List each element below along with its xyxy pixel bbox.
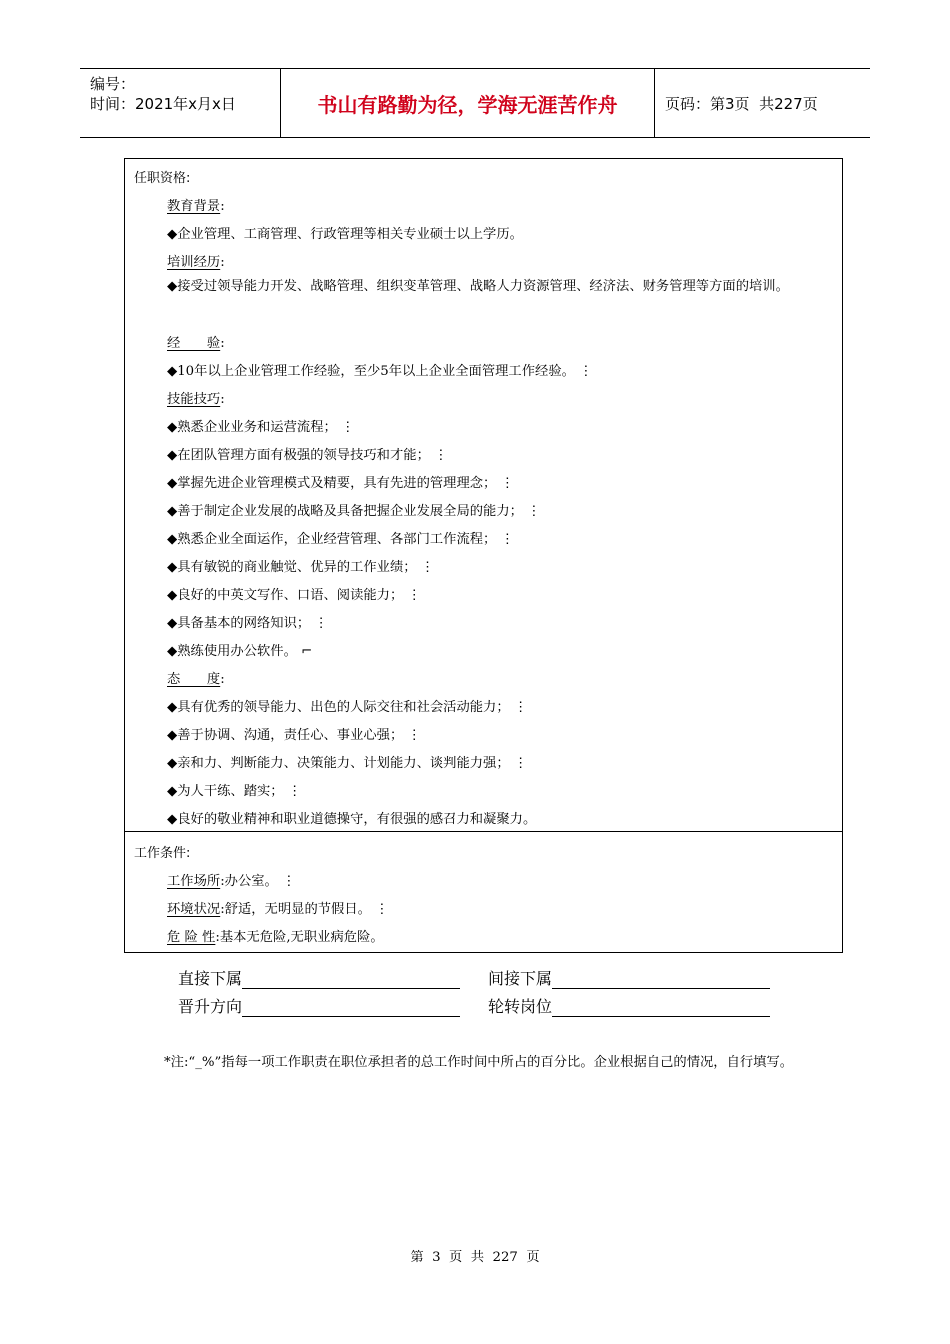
skills-item: ◆具备基本的网络知识； ⋮ [167, 616, 328, 631]
colon: : [220, 336, 225, 351]
time-label: 时间：2021年x月x日 [90, 95, 236, 113]
conditions-title: 工作条件: [134, 846, 191, 861]
promotion-line [178, 994, 460, 1017]
attitude-item: ◆良好的敬业精神和职业道德操守，有很强的感召力和凝聚力。 [167, 812, 537, 827]
skills-item: ◆良好的中英文写作、口语、阅读能力； ⋮ [167, 588, 421, 603]
danger-label: 危 险 性 [167, 930, 216, 945]
qualifications-title: 任职资格: [134, 171, 191, 186]
rotation-label: 轮转岗位 [488, 997, 553, 1016]
header-left-cell [80, 69, 281, 137]
workplace-row [167, 870, 295, 889]
qualifications-section [124, 158, 843, 832]
footer-page-number: 第 3 页 共 227 页 [410, 1250, 540, 1265]
workplace-label: 工作场所 [167, 874, 221, 889]
education-heading-row [167, 195, 225, 214]
workplace-value: :办公室。 ⋮ [220, 874, 296, 889]
page-header [80, 68, 870, 138]
danger-row [167, 926, 384, 945]
promotion-label: 晋升方向 [178, 997, 243, 1016]
skills-item: ◆熟练使用办公软件。 ⌐ [167, 644, 313, 659]
colon: : [220, 199, 225, 214]
skills-heading: 技能技巧 [167, 392, 221, 407]
header-page-cell [655, 69, 880, 137]
environment-row [167, 898, 388, 917]
colon: : [220, 255, 225, 270]
education-heading: 教育背景 [167, 199, 221, 214]
skills-item: ◆掌握先进企业管理模式及精要，具有先进的管理理念； ⋮ [167, 476, 514, 491]
rotation-line [488, 994, 770, 1017]
attitude-item: ◆亲和力、判断能力、决策能力、计划能力、谈判能力强； ⋮ [167, 756, 528, 771]
colon: : [220, 672, 225, 687]
education-item: ◆企业管理、工商管理、行政管理等相关专业硕士以上学历。 [167, 227, 523, 242]
skills-item: ◆熟悉企业全面运作，企业经营管理、各部门工作流程； ⋮ [167, 532, 514, 547]
environment-label: 环境状况 [167, 902, 221, 917]
indirect-subordinate-line [488, 966, 770, 989]
header-page-label: 页码：第3页 共227页 [665, 94, 818, 113]
experience-heading: 经 验 [167, 336, 221, 351]
attitude-heading: 态 度 [167, 672, 221, 687]
attitude-item: ◆具有优秀的领导能力、出色的人际交往和社会活动能力； ⋮ [167, 700, 528, 715]
training-heading-row [167, 251, 225, 270]
skills-item: ◆善于制定企业发展的战略及具备把握企业发展全局的能力； ⋮ [167, 504, 541, 519]
work-conditions-section [124, 831, 843, 953]
experience-heading-row [167, 332, 225, 351]
rotation-field[interactable] [552, 1000, 770, 1017]
skills-item: ◆在团队管理方面有极强的领导技巧和才能； ⋮ [167, 448, 448, 463]
skills-item: ◆熟悉企业业务和运营流程； ⋮ [167, 420, 355, 435]
direct-subordinate-line [178, 966, 460, 989]
page-footer [0, 1246, 950, 1265]
skills-heading-row [167, 388, 225, 407]
attitude-item: ◆为人干练、踏实； ⋮ [167, 784, 302, 799]
danger-value: :基本无危险,无职业病危险。 [215, 930, 384, 945]
colon: : [220, 392, 225, 407]
number-label: 编号： [90, 75, 136, 93]
promotion-field[interactable] [242, 1000, 460, 1017]
direct-subordinate-label: 直接下属 [178, 969, 243, 988]
footnote: *注:“_%”指每一项工作职责在职位承担者的总工作时间中所占的百分比。企业根据自己的情况，自行填写。 [164, 1055, 794, 1070]
training-heading: 培训经历 [167, 255, 221, 270]
attitude-item: ◆善于协调、沟通，责任心、事业心强； ⋮ [167, 728, 421, 743]
environment-value: :舒适，无明显的节假日。 ⋮ [220, 902, 389, 917]
skills-item: ◆具有敏锐的商业触觉、优异的工作业绩； ⋮ [167, 560, 435, 575]
direct-subordinate-field[interactable] [242, 972, 460, 989]
motto: 书山有路勤为径，学海无涯苦作舟 [281, 69, 655, 137]
experience-item: ◆10年以上企业管理工作经验，至少5年以上企业全面管理工作经验。 ⋮ [167, 364, 593, 379]
indirect-subordinate-field[interactable] [552, 972, 770, 989]
indirect-subordinate-label: 间接下属 [488, 969, 553, 988]
training-item: ◆接受过领导能力开发、战略管理、组织变革管理、战略人力资源管理、经济法、财务管理等方面的培训。 [167, 279, 789, 294]
attitude-heading-row [167, 668, 225, 687]
